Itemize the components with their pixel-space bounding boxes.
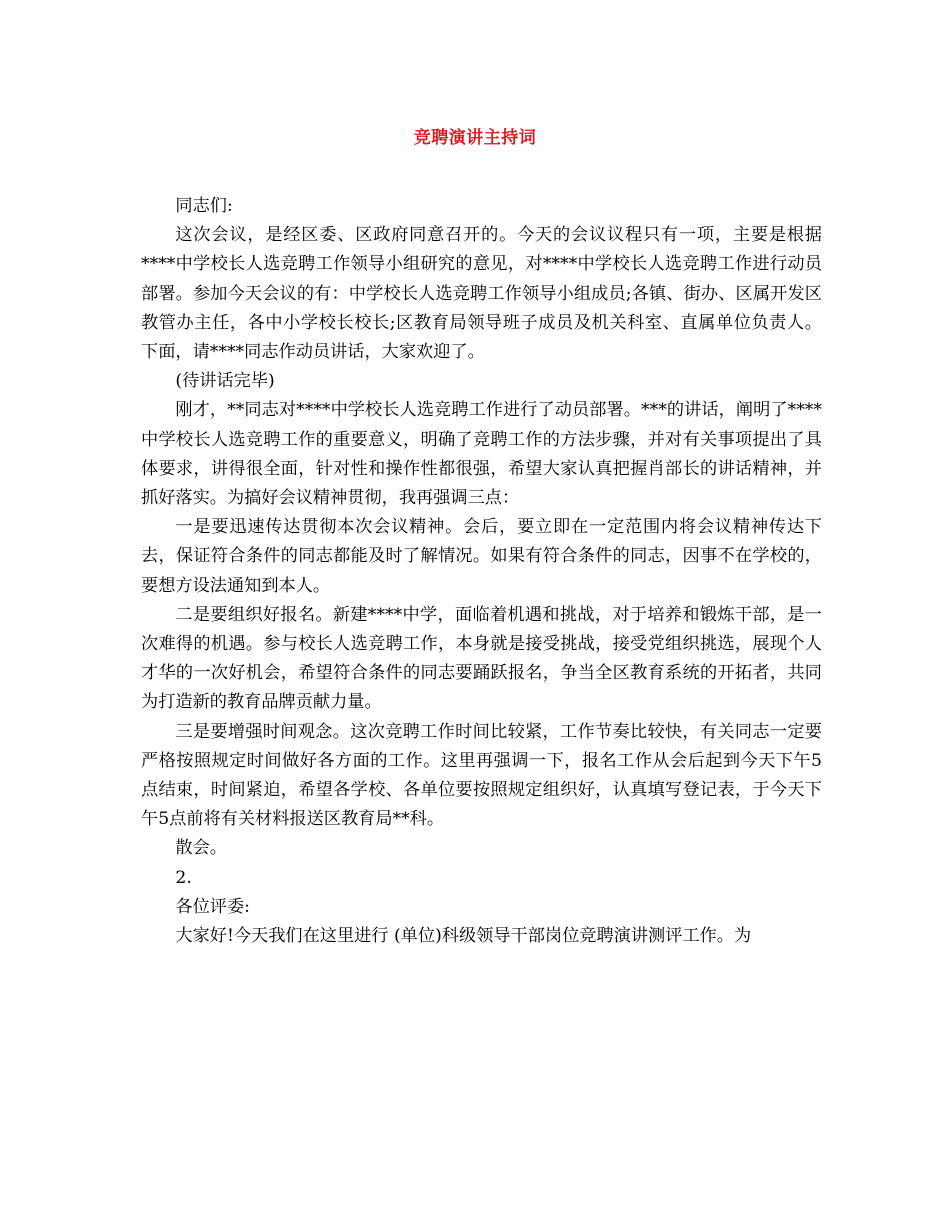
paragraph-opening: 大家好!今天我们在这里进行 (单位)科级领导干部岗位竞聘演讲测评工作。为 xyxy=(175,926,752,947)
paragraph-point-one: 一是要迅速传达贯彻本次会议精神。会后，要立即在一定范围内将会议精神传达下去，保证符合条件的同志都能及时了解情况。如果有符合条件的同志，因事不在学校的，要想方设法通知到本人。 xyxy=(141,517,822,596)
paragraph-pause-note: (待讲话完毕) xyxy=(175,371,275,392)
section-number: 2. xyxy=(175,867,192,888)
document-title: 竞聘演讲主持词 xyxy=(413,128,537,148)
paragraph-adjourn: 散会。 xyxy=(175,838,227,859)
paragraph-point-two: 二是要组织好报名。新建****中学，面临着机遇和挑战，对于培养和锻炼干部，是一次难得的机遇。参与校长人选竞聘工作，本身就是接受挑战，接受党组织挑选，展现个人才华的一次好机会，希望符合条件的同志要踊跃报名，争当全区教育系统的开拓者，共同为打造新的教育品牌贡献力量。 xyxy=(141,604,822,713)
paragraph-point-three: 三是要增强时间观念。这次竞聘工作时间比较紧，工作节奏比较快，有关同志一定要严格按照规定时间做好各方面的工作。这里再强调一下，报名工作从会后起到今天下午5点结束，时间紧迫，希望各学校、各单位要按照规定组织好，认真填写登记表，于今天下午5点前将有关材料报送区教育局**科。 xyxy=(141,721,822,830)
document-body xyxy=(141,192,822,951)
salutation-judges: 各位评委: xyxy=(175,896,250,917)
paragraph-summary: 刚才，**同志对****中学校长人选竞聘工作进行了动员部署。***的讲话，阐明了****中学校长人选竞聘工作的重要意义，明确了竞聘工作的方法步骤，并对有关事项提出了具体要求，讲得很全面，针对性和操作性都很强，希望大家认真把握肖部长的讲话精神，并抓好落实。为搞好会议精神贯彻，我再强调三点： xyxy=(141,400,822,509)
salutation: 同志们: xyxy=(175,196,233,216)
paragraph-meeting-intro: 这次会议，是经区委、区政府同意召开的。今天的会议议程只有一项，主要是根据****中学校长人选竞聘工作领导小组研究的意见，对****中学校长人选竞聘工作进行动员部署。参加今天会议的有：中学校长人选竞聘工作领导小组成员;各镇、街办、区属开发区教管办主任，各中小学校长校长;区教育局领导班子成员及机关科室、直属单位负责人。 下面，请****同志作动员讲话，大家欢迎了。 xyxy=(141,225,822,363)
